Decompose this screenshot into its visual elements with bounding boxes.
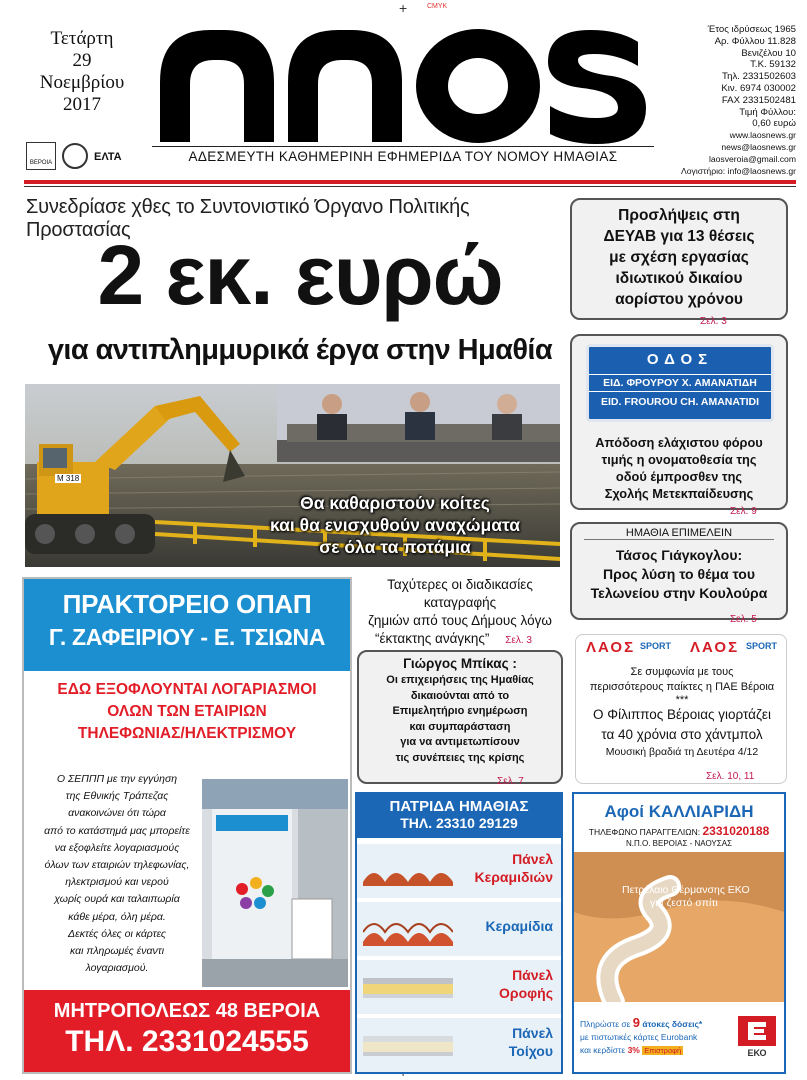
heating-oil-visual [574, 852, 784, 1002]
story-title: Γιώργος Μπίκας : [403, 656, 517, 671]
info-email[interactable]: laosveroia@gmail.com [708, 153, 796, 164]
photo-caption [230, 492, 560, 558]
product-row [357, 958, 561, 1014]
product-row [357, 1016, 561, 1072]
info-line: Έτος ιδρύσεως 1965 [707, 24, 796, 35]
sport-logo: ΛΑΟΣ [586, 639, 636, 656]
opap-text: από το κατάστημά μας μπορείτε [44, 824, 190, 837]
date-day: Τετάρτη [50, 28, 114, 49]
story-box-giagkoglou[interactable] [570, 522, 788, 620]
story-line: Προς λύση το θέμα του [602, 566, 756, 582]
section-label: ΗΜΑΘΙΑ ΕΠΙΜΕΛΕΙΝ [584, 527, 774, 540]
opap-text: ανακοινώνει ότι τώρα [68, 807, 166, 820]
story-box-bikas[interactable] [357, 650, 563, 784]
opap-title: ΠΡΑΚΤΟΡΕΙΟ ΟΠΑΠ [62, 589, 312, 619]
sign-text: ΟΔΟΣ [646, 351, 714, 368]
story-box-street[interactable] [570, 334, 788, 510]
info-line: Τ.Κ. 59132 [750, 59, 796, 71]
story-box-deyav[interactable] [570, 198, 788, 320]
main-subtext [355, 576, 565, 650]
opap-text: της Εθνικής Τράπεζας [65, 790, 169, 803]
story-line: Σχολής Μετεκπαίδευσης [604, 486, 754, 501]
story-line: αορίστου χρόνου [615, 291, 743, 308]
pay-text: Πληρώστε σε [580, 1019, 631, 1029]
date-number: 29 [72, 50, 92, 71]
caption-line: σε όλα τα ποτάμια [319, 537, 471, 557]
opap-names: Γ. ΖΑΦΕΙΡΙΟΥ - Ε. ΤΣΙΩΝΑ [48, 624, 326, 650]
ceiling-panel-icon [363, 974, 453, 1000]
story-line: ιδιωτικού δικαίου [615, 270, 743, 287]
roof-panel-icon [363, 858, 453, 886]
opap-red-line: ΤΗΛΕΦΩΝΙΑΣ/ΗΛΕΚΤΡΙΣΜΟΥ [77, 725, 297, 742]
eko-label: ΕΚΟ [747, 1048, 767, 1058]
pay-installments: 9 [632, 1015, 640, 1030]
page-reference[interactable]: Σελ. 3 [505, 635, 532, 646]
pay-text: άτοκες δόσεις* [642, 1019, 703, 1029]
info-line: Τηλ. 2331502603 [722, 71, 796, 83]
masthead-tagline: ΑΔΕΣΜΕΥΤΗ ΚΑΘΗΜΕΡΙΝΗ ΕΦΗΜΕΡΙΔΑ ΤΟΥ ΝΟΜΟΥ ΗΜΑΘΙΑΣ [152, 146, 654, 164]
subtext-line: Ταχύτερες οι διαδικασίες καταγραφής [387, 577, 533, 610]
registration-mark-top: + [399, 0, 408, 16]
opap-text: και πληρωμές έναντι [69, 945, 165, 958]
cmyk-mark: CMYK [427, 3, 448, 10]
header-divider [24, 180, 796, 184]
order-phone[interactable]: 2331020188 [702, 824, 770, 838]
kalliaridi-title: Αφοί ΚΑΛΛΙΑΡΙΔΗ [604, 802, 754, 821]
street-sign [586, 344, 774, 422]
opap-text: να εξοφλείτε λογαριασμούς [54, 841, 180, 854]
product-label: Οροφής [499, 985, 553, 1001]
page-reference[interactable]: Σελ. 10, 11 [706, 771, 755, 782]
opap-text: κάθε μέρα, όλη μέρα. [68, 910, 166, 923]
seal-icon [62, 143, 88, 169]
story-line: Απόδοση ελάχιστου φόρου [595, 435, 763, 450]
opap-red-line: ΕΔΩ ΕΞΟΦΛΟΥΝΤΑΙ ΛΟΓΑΡΙΑΣΜΟΙ [57, 681, 317, 698]
subtext-line: “έκτακτης ανάγκης” [375, 631, 490, 646]
story-line: οδού έμπροσθεν της [615, 469, 743, 484]
story-line: Σε συμφωνία με τους [630, 666, 734, 678]
product-label: Κεραμίδια [485, 918, 553, 934]
info-line: FAX 2331502481 [721, 94, 796, 106]
story-line: Οι επιχειρήσεις της Ημαθίας [386, 674, 534, 686]
product-label: Κεραμιδιών [474, 869, 553, 885]
veria-badge: ΒΕΡΟΙΑ [26, 142, 56, 170]
patrida-phone[interactable]: ΤΗΛ. 23310 29129 [400, 815, 518, 831]
header-thin-divider [24, 186, 796, 187]
sign-text: EID. FROUROU CH. AMANATIDI [600, 396, 760, 408]
info-line: Τιμή Φύλλου: [739, 106, 796, 118]
sport-logo: ΛΑΟΣ [690, 639, 740, 656]
patrida-header [357, 794, 561, 838]
date-year: 2017 [63, 94, 101, 115]
eko-logo-icon [738, 1016, 776, 1046]
story-line: Τελωνείου στην Κουλούρα [590, 585, 768, 601]
info-line: Κιν. 6974 030002 [721, 82, 796, 94]
page-reference[interactable]: Σελ. 9 [730, 506, 757, 517]
sign-text: ΕΙΔ. ΦΡΟΥΡΟΥ Χ. ΑΜΑΝΑΤΙΔΗ [589, 374, 771, 392]
elta-badge: ΕΛΤΑ [94, 151, 122, 163]
info-line: Αρ. Φύλλου 11.828 [714, 35, 796, 47]
story-line: Μουσική βραδιά τη Δευτέρα 4/12 [605, 746, 759, 758]
story-line: Προσλήψεις στη [618, 207, 740, 224]
opap-text: Δεκτές όλες οι κάρτες [68, 927, 166, 940]
product-row [357, 900, 561, 956]
opap-phone[interactable]: ΤΗΛ. 2331024555 [65, 1025, 309, 1058]
issue-date [24, 28, 140, 116]
story-line: Ο Φίλιππος Βέροιας γιορτάζει [593, 707, 771, 722]
story-line: τα 40 χρόνια στο χάντμπολ [601, 727, 763, 742]
badges [26, 142, 136, 170]
kalliaridi-ad[interactable] [572, 792, 786, 1074]
story-line: Επιμελητήριο ενημέρωση [392, 705, 528, 717]
publication-info [646, 24, 796, 177]
opap-address: ΜΗΤΡΟΠΟΛΕΩΣ 48 ΒΕΡΟΙΑ [53, 1000, 321, 1022]
patrida-title: ΠΑΤΡΙΔΑ ΗΜΑΘΙΑΣ [389, 798, 529, 815]
story-line: με σχέση εργασίας [609, 249, 749, 266]
story-line: περισσότερους παίκτες η ΠΑΕ Βέροια [589, 681, 775, 693]
opap-footer [24, 990, 350, 1072]
date-month: Νοεμβρίου [39, 72, 125, 93]
page-reference[interactable]: Σελ. 7 [497, 776, 524, 787]
opap-text: ηλεκτρισμού και νερού [65, 876, 169, 889]
story-line: τις συνέπειες της κρίσης [395, 751, 525, 764]
product-label: Τοίχου [508, 1043, 553, 1059]
patrida-ad[interactable] [355, 792, 563, 1074]
pay-text: και κερδίστε [580, 1045, 626, 1055]
opap-header [24, 579, 350, 671]
roof-tiles-icon [363, 914, 453, 946]
info-email[interactable]: Λογιστήριο: info@laosnews.gr [681, 165, 796, 176]
masthead-logo [150, 12, 650, 147]
main-subhead: για αντιπλημμυρικά έργα στην Ημαθία [47, 334, 553, 366]
opap-ad[interactable] [22, 577, 352, 1074]
story-line: τιμής η ονοματοθεσία της [601, 452, 757, 467]
opap-text: λογαριασμού. [85, 962, 149, 975]
story-line: δικαιούνται από το [410, 689, 510, 702]
page-reference[interactable]: Σελ. 5 [730, 614, 757, 625]
product-label: Πάνελ [512, 1025, 553, 1041]
sport-label: SPORT [640, 641, 672, 651]
order-label: ΤΗΛΕΦΩΝΟ ΠΑΡΑΓΓΕΛΙΩΝ: [588, 827, 701, 837]
page-reference[interactable]: Σελ. 3 [700, 316, 727, 327]
opap-text: χωρίς ουρά και ταλαιπωρία [54, 893, 180, 906]
slogan-line: για ζεστό σπίτι [650, 897, 718, 909]
excavator-plate: Μ 318 [57, 474, 80, 483]
caption-line: και θα ενισχυθούν αναχώματα [269, 515, 521, 535]
separator: *** [675, 694, 689, 706]
sport-box[interactable] [575, 634, 787, 784]
opap-text: Ο ΣΕΠΠΠ με την εγγύηση [56, 773, 178, 785]
product-label: Πάνελ [512, 851, 553, 867]
story-line: Τάσος Γιάγκογλου: [615, 547, 743, 563]
pay-percent: 3% [627, 1045, 640, 1055]
product-label: Πάνελ [512, 967, 553, 983]
caption-line: Θα καθαριστούν κοίτες [300, 493, 490, 513]
sport-label: SPORT [746, 641, 778, 651]
story-line: για να αντιμετωπίσουν [400, 736, 520, 748]
pay-text: με πιστωτικές κάρτες Eurobank [580, 1032, 698, 1042]
subtext-line: ζημιών από τους Δήμους λόγω [368, 613, 552, 628]
info-email[interactable]: news@laosnews.gr [721, 141, 796, 152]
storefront-photo [202, 779, 348, 987]
product-row [357, 842, 561, 898]
opap-text: όλων των εταιριών τηλεφωνίας, [44, 859, 190, 872]
kalliaridi-address: Ν.Π.Ο. ΒΕΡΟΙΑΣ - ΝΑΟΥΣΑΣ [626, 839, 732, 848]
main-kicker: Συνεδρίασε χθες το Συντονιστικό Όργανο Πολιτικής Προστασίας [26, 196, 470, 241]
pay-brand: Επιστροφή [644, 1046, 682, 1055]
main-headline: 2 εκ. ευρώ [97, 228, 503, 322]
slogan-line: Πετρέλαιο Θέρμανσης ΕΚΟ [622, 884, 750, 896]
opap-red-line: ΟΛΩΝ ΤΩΝ ΕΤΑΙΡΙΩΝ [107, 703, 267, 720]
story-line: και συμπαράσταση [409, 720, 511, 733]
info-line: Βενιζέλου 10 [741, 47, 796, 59]
story-line: ΔΕΥΑΒ για 13 θέσεις [603, 228, 755, 245]
info-line: 0,60 ευρώ [752, 118, 796, 130]
info-link[interactable]: www.laosnews.gr [729, 130, 796, 141]
wall-panel-icon [363, 1032, 453, 1058]
